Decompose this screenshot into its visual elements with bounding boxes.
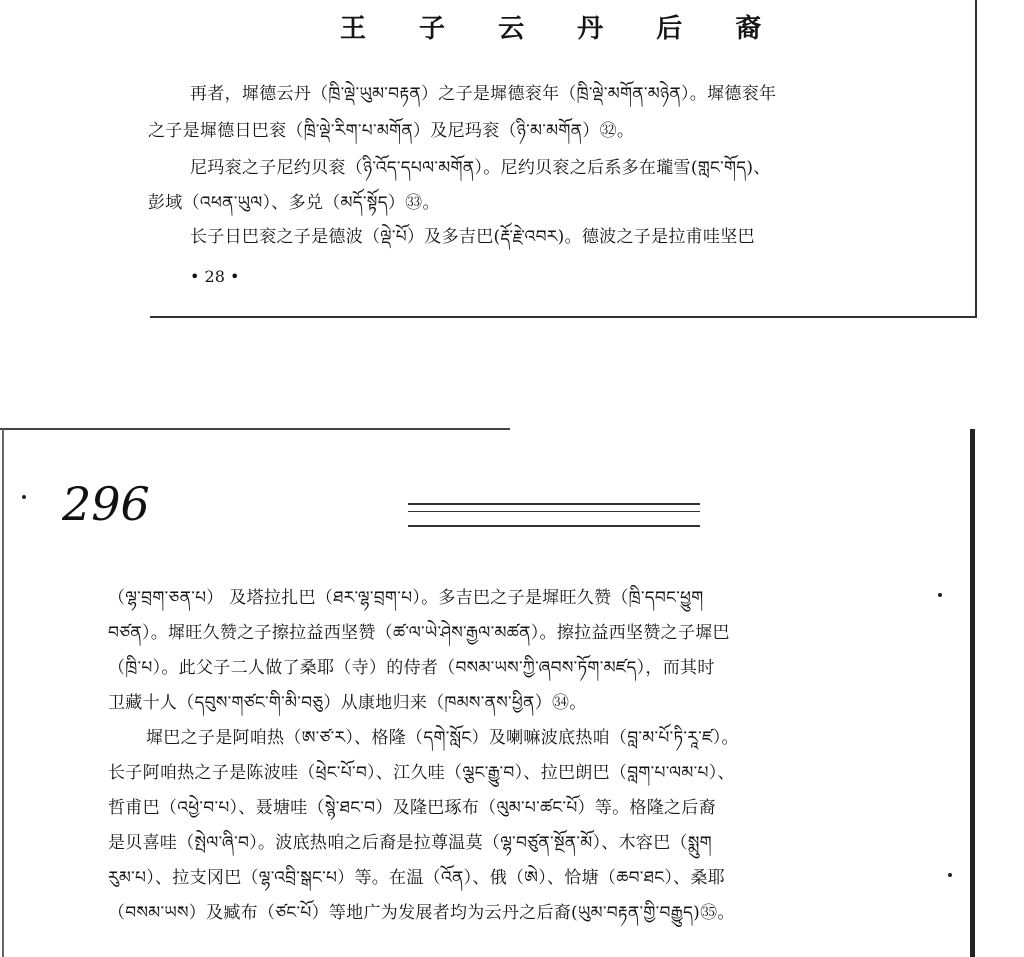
scan-gap — [0, 330, 1024, 425]
text-line: （ཁྲི་པ）。此父子二人做了桑耶（寺）的侍者（བསམ་ཡས་ཀྱི་ཞབས་ཏོག་མཛད），而其时 — [108, 658, 715, 678]
text-line: 长子日巴衮之子是德波（ལྡེ་པོ）及多吉巴(རྡོ་རྗེ་འབར)。德波之子是拉甫哇坚巴 — [190, 227, 755, 247]
scan-speck — [938, 593, 942, 597]
page-number: • 28 • — [190, 267, 240, 286]
text-line: 是贝喜哇（སྤེལ་ཞི་བ）。波底热咱之后裔是拉尊温莫（ལྷ་བཙུན་སྔོན་མོ）、木容巴（སྨུག — [108, 833, 712, 853]
text-line: 哲甫巴（འཕྱེ་བ་པ）、聂塘哇（སྙེ་ཐང་བ）及隆巴琢布（ལུམ་པ་ཚང་པོ）等。格隆之后裔 — [108, 798, 716, 818]
page-border — [2, 429, 4, 957]
chapter-title: 王 子 云 丹 后 裔 — [340, 14, 784, 44]
bottom-page — [0, 425, 1024, 957]
top-page — [0, 0, 1024, 330]
text-line: （བསམ་ཡས）及臧布（ཙང་པོ）等地广为发展者均为云丹之后裔(ཡུམ་བརྟན་གྱི་བརྒྱུད)㉟。 — [108, 903, 735, 923]
text-line: 长子阿咱热之子是陈波哇（ཕྲེང་པོ་བ）、江久哇（ལྕང་རྒྱུ་བ）、拉巴朗巴（བླག་པ་ལམ་པ）、 — [108, 763, 735, 783]
handwritten-page-number: 296 — [62, 477, 150, 531]
text-line: རུམ་པ）、拉支冈巴（ལྷ་འབྲི་སྒང་པ）等。在温（འོན）、俄（ཨེ）、恰塘（ཆབ་ཐང）、桑耶 — [108, 868, 726, 888]
page-border — [975, 0, 977, 318]
text-line: 彭域（འཕན་ཡུལ）、多兑（མདོ་སྟོད）㉝。 — [148, 193, 440, 213]
text-line: 墀巴之子是阿咱热（ཨ་ཙ་ར）、格隆（དགེ་སློང）及喇嘛波底热咱（བླ་མ་པོ་ཏི་རཱ་ཛ）。 — [146, 728, 739, 748]
text-line: 卫藏十人（དབུས་གཙང་གི་མི་བཅུ）从康地归来（ཁམས་ནས་ཕྱིན）㉞。 — [108, 693, 587, 713]
text-line: 尼玛衮之子尼约贝衮（ཉི་འོད་དཔལ་མགོན）。尼约贝衮之后系多在瓏雪(གླང་གོད)、 — [190, 158, 771, 178]
page-border — [0, 428, 510, 430]
text-line: 再者，墀德云丹（ཁྲི་ལྡེ་ཡུམ་བརྟན）之子是墀德衮年（ཁྲི་ལྡེ་མགོན་མཉེན）。墀德衮年 — [190, 84, 777, 104]
text-line: བཙན）。墀旺久赞之子擦拉益西坚赞（ཚ་ལ་ཡེ་ཤེས་རྒྱལ་མཚན）。擦拉益西坚赞之子墀巴 — [108, 623, 730, 643]
text-line: 之子是墀德日巴衮（ཁྲི་ལྡེ་རིག་པ་མགོན）及尼玛衮（ཉི་མ་མགོན）㉜。 — [148, 121, 635, 141]
page-border — [150, 316, 977, 318]
text-line: （ལྷ་བྲག་ཅན་པ） 及塔拉扎巴（ཐར་ལྷ་བྲག་པ）。多吉巴之子是墀旺久赞（ཁྲི་དབང་ཕྱུག — [108, 588, 704, 608]
scan-speck — [22, 495, 26, 499]
header-rule — [408, 525, 700, 527]
header-rule — [408, 511, 700, 512]
page-border — [970, 429, 975, 957]
scan-speck — [948, 873, 952, 877]
header-rule — [408, 503, 700, 505]
